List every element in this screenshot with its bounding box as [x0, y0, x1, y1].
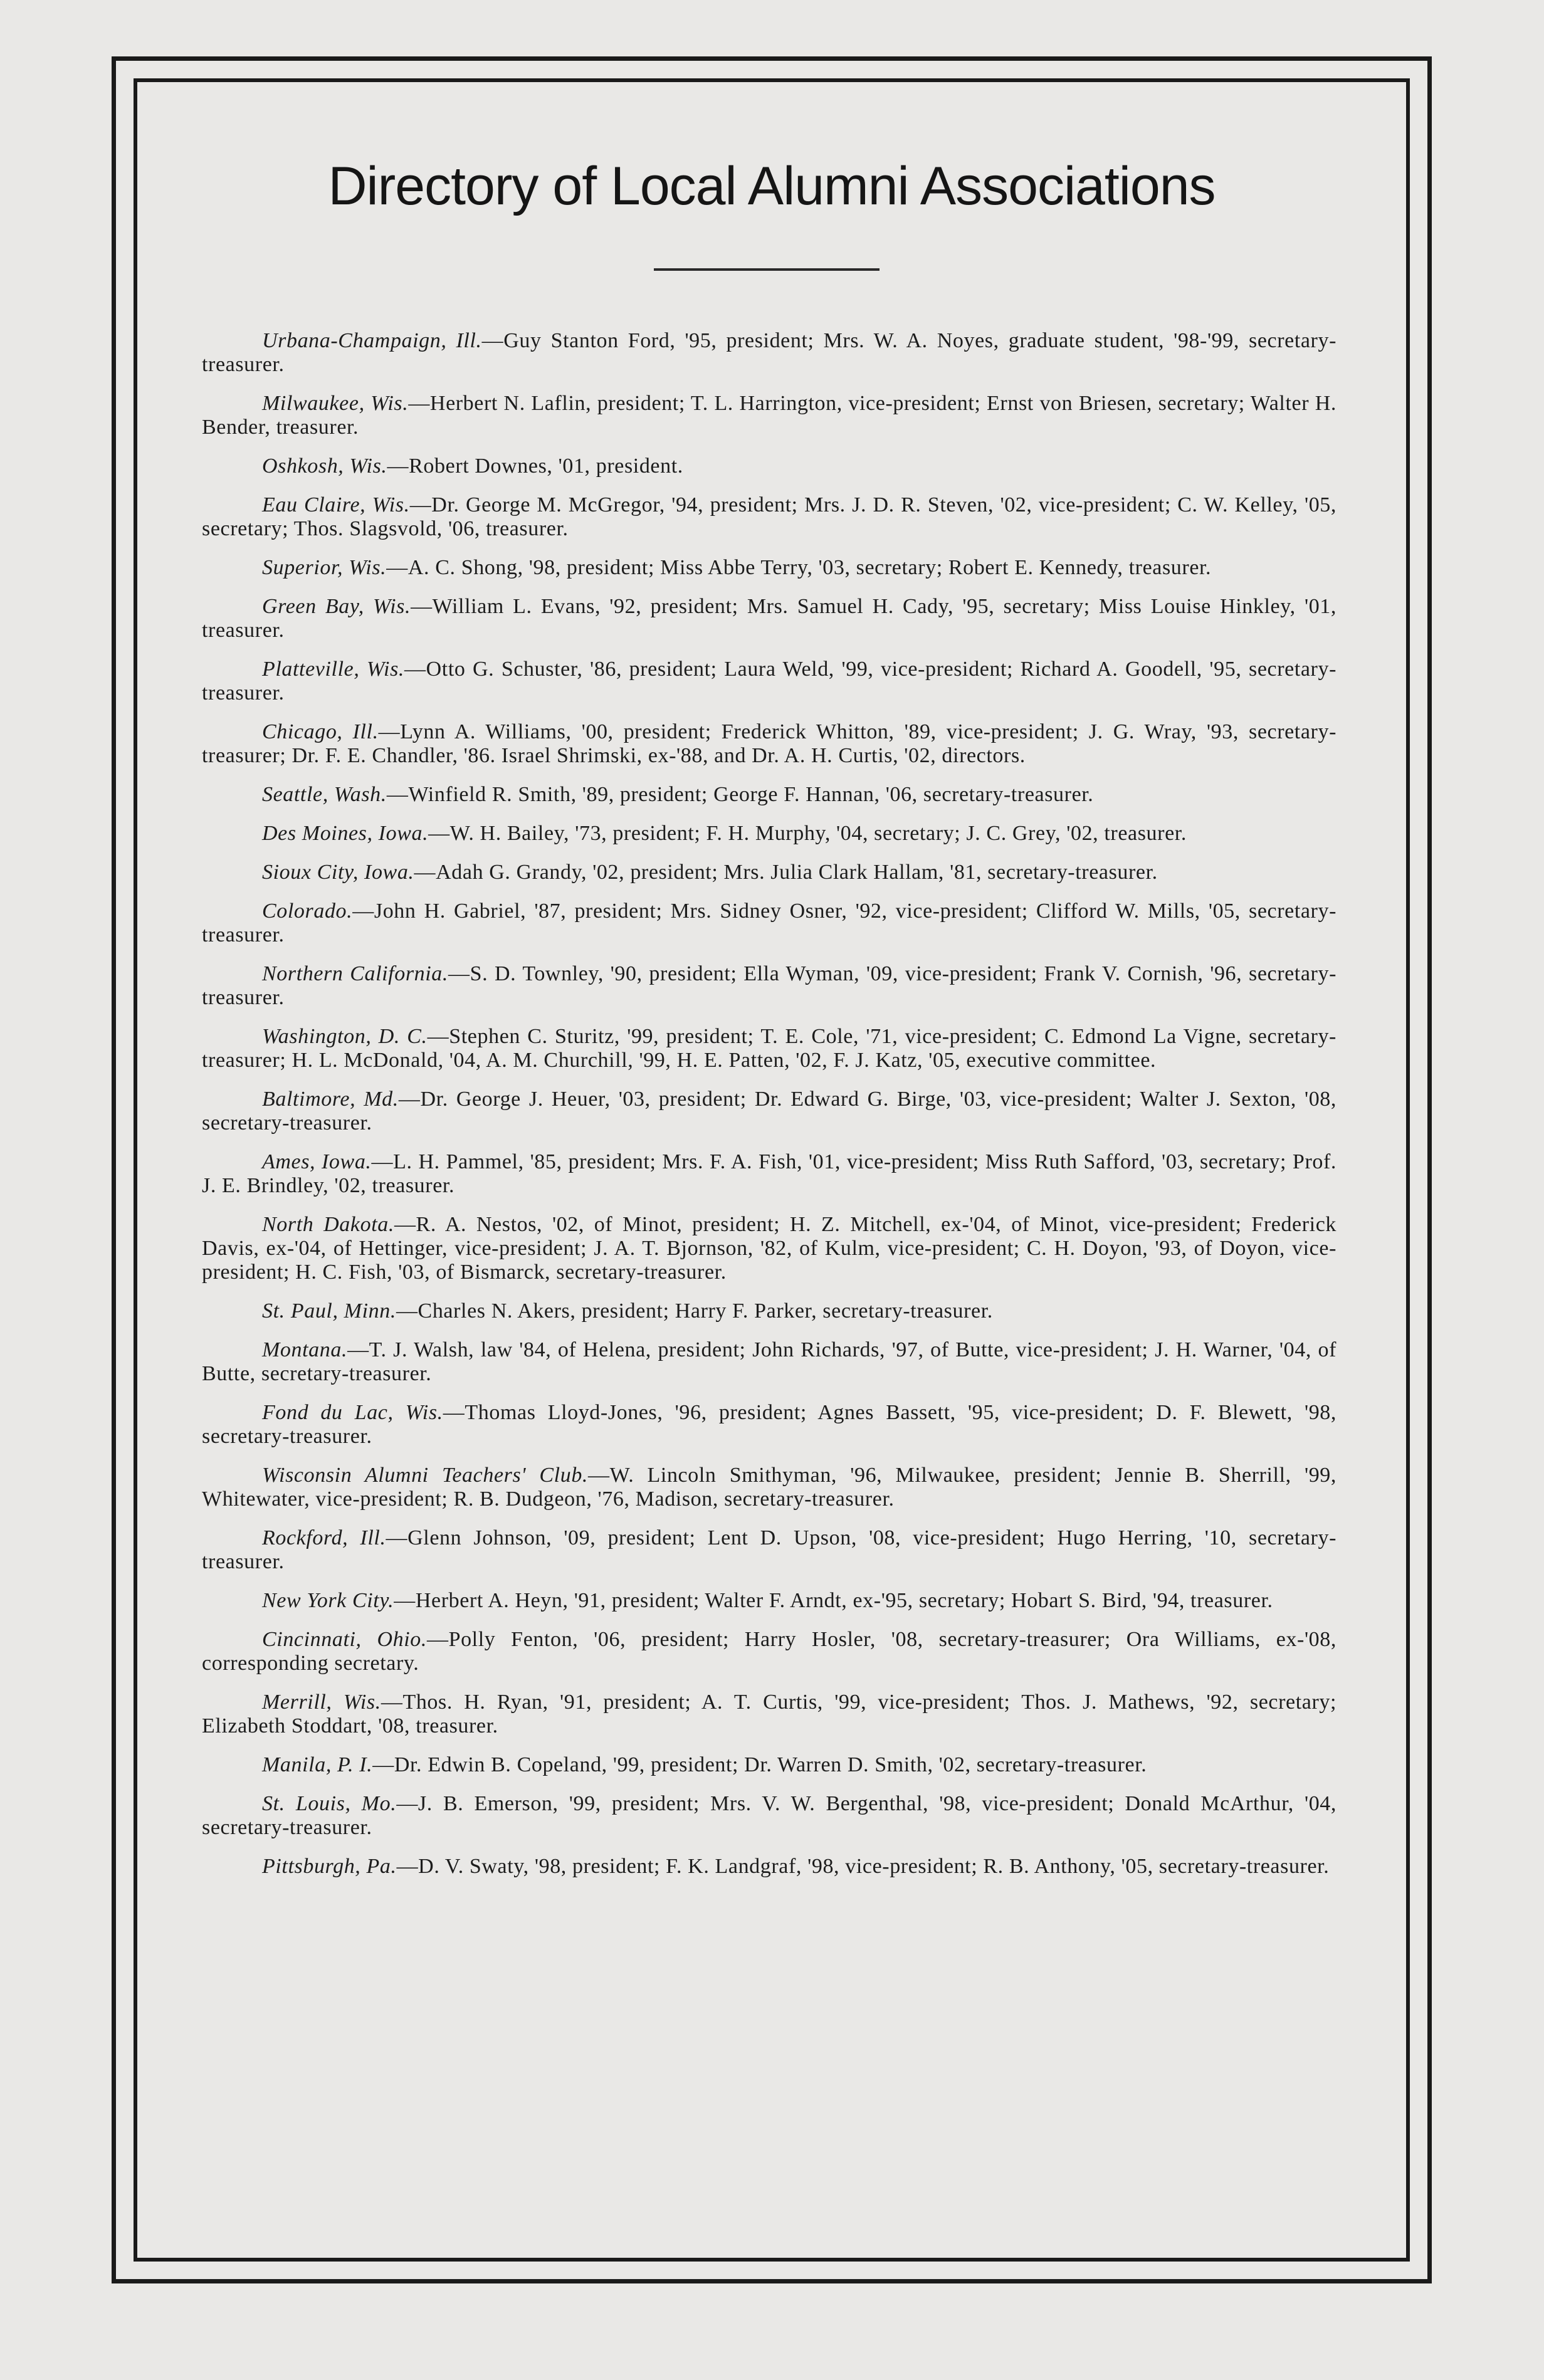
association-officers: —Robert Downes, '01, president.	[387, 454, 683, 478]
association-place: North Dakota.	[262, 1213, 394, 1236]
association-entry	[202, 861, 1337, 884]
association-place: Wisconsin Alumni Teachers' Club.	[262, 1464, 589, 1487]
association-place: Ames, Iowa.	[262, 1150, 372, 1173]
association-place: Colorado.	[262, 899, 353, 923]
association-entry	[202, 1150, 1337, 1198]
association-officers: —Lynn A. Williams, '00, president; Frederick Whitton, '89, vice-president; J. G. Wray, '93, secretary-treasurer; Dr. F. E. Chandler, '86. Israel Shrimski, ex-'88, and Dr. A. H. Curtis, '02, directors.	[202, 720, 1337, 767]
association-place: Fond du Lac, Wis.	[262, 1401, 443, 1424]
association-entry	[202, 899, 1337, 947]
association-place: Manila, P. I.	[262, 1753, 373, 1776]
page-title: Directory of Local Alumni Associations	[328, 156, 1216, 216]
association-officers: —A. C. Shong, '98, president; Miss Abbe Terry, '03, secretary; Robert E. Kennedy, treasurer.	[386, 556, 1212, 579]
association-entry	[202, 962, 1337, 1010]
association-officers: —Otto G. Schuster, '86, president; Laura Weld, '99, vice-president; Richard A. Goodell, '95, secretary-treasurer.	[202, 658, 1337, 705]
association-officers: —Dr. George J. Heuer, '03, president; Dr. Edward G. Birge, '03, vice-president; Walter J. Sexton, '08, secretary-treasurer.	[202, 1088, 1337, 1135]
association-entry	[202, 1213, 1337, 1284]
association-place: St. Louis, Mo.	[262, 1792, 397, 1815]
association-place: St. Paul, Minn.	[262, 1299, 396, 1323]
association-entry	[202, 1088, 1337, 1135]
association-entry	[202, 1691, 1337, 1738]
association-entry	[202, 1753, 1337, 1777]
association-entry	[202, 329, 1337, 377]
association-place: Superior, Wis.	[262, 556, 387, 579]
association-place: Milwaukee, Wis.	[262, 392, 409, 415]
association-place: Baltimore, Md.	[262, 1088, 399, 1111]
association-officers: —Stephen C. Sturitz, '99, president; T. E. Cole, '71, vice-president; C. Edmond La Vigne, secretary-treasurer; H. L. McDonald, '04, A. M. Churchill, '99, H. E. Patten, '02, F. J. Katz, '05, executive committee.	[202, 1025, 1337, 1072]
association-entry	[202, 1526, 1337, 1574]
association-officers: —S. D. Townley, '90, president; Ella Wyman, '09, vice-president; Frank V. Cornish, '96, secretary-treasurer.	[202, 962, 1337, 1009]
association-officers: —Guy Stanton Ford, '95, president; Mrs. W. A. Noyes, graduate student, '98-'99, secretary-treasurer.	[202, 329, 1337, 376]
association-entry	[202, 1338, 1337, 1386]
association-officers: —W. H. Bailey, '73, president; F. H. Murphy, '04, secretary; J. C. Grey, '02, treasurer.	[428, 822, 1187, 845]
association-entry	[202, 1401, 1337, 1449]
association-place: Green Bay, Wis.	[262, 595, 411, 618]
association-officers: —Glenn Johnson, '09, president; Lent D. Upson, '08, vice-president; Hugo Herring, '10, secretary-treasurer.	[202, 1526, 1337, 1573]
association-entry	[202, 1855, 1337, 1879]
association-officers: —Thomas Lloyd-Jones, '96, president; Agnes Bassett, '95, vice-president; D. F. Blewett, '98, secretary-treasurer.	[202, 1401, 1337, 1448]
association-list	[202, 329, 1337, 1894]
association-place: Montana.	[262, 1338, 348, 1361]
association-place: Platteville, Wis.	[262, 658, 405, 681]
association-entry	[202, 1025, 1337, 1072]
association-entry	[202, 658, 1337, 705]
association-entry	[202, 392, 1337, 439]
association-officers: —Polly Fenton, '06, president; Harry Hosler, '08, secretary-treasurer; Ora Williams, ex-'08, corresponding secretary.	[202, 1628, 1337, 1675]
association-entry	[202, 1589, 1337, 1613]
association-place: Des Moines, Iowa.	[262, 822, 429, 845]
association-officers: —J. B. Emerson, '99, president; Mrs. V. W. Bergenthal, '98, vice-president; Donald McArthur, '04, secretary-treasurer.	[202, 1792, 1337, 1839]
association-officers: —R. A. Nestos, '02, of Minot, president; H. Z. Mitchell, ex-'04, of Minot, vice-president; Frederick Davis, ex-'04, of Hettinger, vice-president; J. A. T. Bjornson, '82, of Kulm, vice-president; C. H. Doyon, '93, of Doyon, vice-president; H. C. Fish, '03, of Bismarck, secretary-treasurer.	[202, 1213, 1337, 1284]
association-entry	[202, 822, 1337, 846]
association-place: Seattle, Wash.	[262, 783, 387, 806]
association-entry	[202, 454, 1337, 478]
association-officers: —Adah G. Grandy, '02, president; Mrs. Julia Clark Hallam, '81, secretary-treasurer.	[414, 861, 1158, 884]
association-entry	[202, 1628, 1337, 1675]
association-officers: —Herbert N. Laflin, president; T. L. Harrington, vice-president; Ernst von Briesen, secretary; Walter H. Bender, treasurer.	[202, 392, 1337, 439]
title-divider	[654, 268, 880, 271]
association-officers: —T. J. Walsh, law '84, of Helena, president; John Richards, '97, of Butte, vice-president; J. H. Warner, '04, of Butte, secretary-treasurer.	[202, 1338, 1337, 1385]
association-place: Urbana-Champaign, Ill.	[262, 329, 482, 352]
association-entry	[202, 1792, 1337, 1840]
association-officers: —Dr. Edwin B. Copeland, '99, president; Dr. Warren D. Smith, '02, secretary-treasurer.	[372, 1753, 1147, 1776]
association-place: Northern California.	[262, 962, 449, 985]
association-officers: —John H. Gabriel, '87, president; Mrs. Sidney Osner, '92, vice-president; Clifford W. Mills, '05, secretary-treasurer.	[202, 899, 1337, 946]
association-place: Sioux City, Iowa.	[262, 861, 414, 884]
association-entry	[202, 556, 1337, 580]
association-entry	[202, 595, 1337, 642]
association-officers: —Charles N. Akers, president; Harry F. Parker, secretary-treasurer.	[396, 1299, 993, 1323]
association-entry	[202, 783, 1337, 807]
association-place: Merrill, Wis.	[262, 1691, 381, 1714]
association-place: Pittsburgh, Pa.	[262, 1855, 397, 1878]
association-place: New York City.	[262, 1589, 394, 1612]
association-place: Washington, D. C.	[262, 1025, 428, 1048]
association-place: Eau Claire, Wis.	[262, 493, 410, 516]
association-entry	[202, 493, 1337, 541]
association-officers: —W. Lincoln Smithyman, '96, Milwaukee, president; Jennie B. Sherrill, '99, Whitewater, vice-president; R. B. Dudgeon, '76, Madison, secretary-treasurer.	[202, 1464, 1337, 1511]
association-entry	[202, 720, 1337, 768]
association-officers: —Herbert A. Heyn, '91, president; Walter F. Arndt, ex-'95, secretary; Hobart S. Bird, '94, treasurer.	[394, 1589, 1273, 1612]
association-entry	[202, 1299, 1337, 1323]
association-officers: —L. H. Pammel, '85, president; Mrs. F. A. Fish, '01, vice-president; Miss Ruth Safford, '03, secretary; Prof. J. E. Brindley, '02, treasurer.	[202, 1150, 1337, 1197]
association-place: Rockford, Ill.	[262, 1526, 386, 1549]
association-officers: —Thos. H. Ryan, '91, president; A. T. Curtis, '99, vice-president; Thos. J. Mathews, '92, secretary; Elizabeth Stoddart, '08, treasurer.	[202, 1691, 1337, 1738]
association-officers: —William L. Evans, '92, president; Mrs. Samuel H. Cady, '95, secretary; Miss Louise Hinkley, '01, treasurer.	[202, 595, 1337, 642]
association-officers: —Winfield R. Smith, '89, president; George F. Hannan, '06, secretary-treasurer.	[386, 783, 1094, 806]
association-officers: —Dr. George M. McGregor, '94, president; Mrs. J. D. R. Steven, '02, vice-president; C. W. Kelley, '05, secretary; Thos. Slagsvold, '06, treasurer.	[202, 493, 1337, 540]
association-place: Oshkosh, Wis.	[262, 454, 387, 478]
association-place: Chicago, Ill.	[262, 720, 379, 743]
association-officers: —D. V. Swaty, '98, president; F. K. Landgraf, '98, vice-president; R. B. Anthony, '05, secretary-treasurer.	[396, 1855, 1330, 1878]
association-place: Cincinnati, Ohio.	[262, 1628, 427, 1651]
association-entry	[202, 1464, 1337, 1511]
